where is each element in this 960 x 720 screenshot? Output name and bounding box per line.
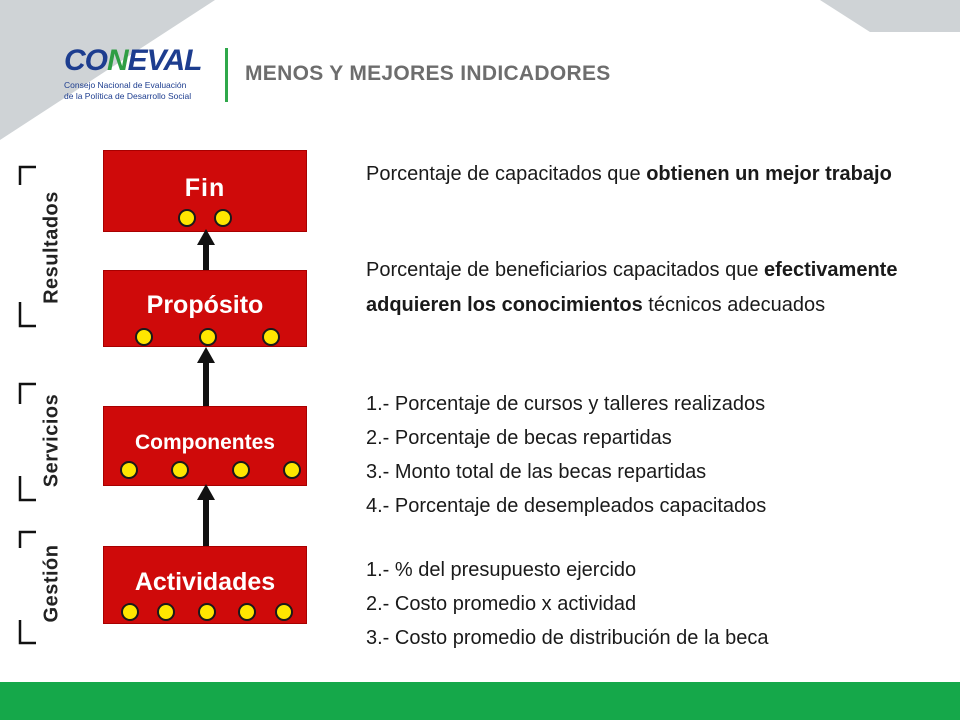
arrow-head xyxy=(197,347,215,363)
indicator-componentes-list xyxy=(366,387,766,523)
bracket-resultados-bottom xyxy=(20,302,36,326)
box-actividades xyxy=(103,546,307,624)
logo-word-b: N xyxy=(107,44,128,77)
box-proposito xyxy=(103,270,307,347)
fin-indicator-dot xyxy=(178,209,196,227)
componentes-indicator-dot xyxy=(232,461,250,479)
list-item: 4.- Porcentaje de desempleados capacitados xyxy=(366,495,767,517)
bracket-servicios-bottom xyxy=(20,476,36,500)
logo-word-a: CO xyxy=(64,44,107,77)
indicator-fin xyxy=(366,162,906,186)
fin-indicator-dot xyxy=(214,209,232,227)
list-item: 3.- Monto total de las becas repartidas xyxy=(366,461,707,483)
arrow-shaft xyxy=(203,362,209,406)
box-componentes-label: Componentes xyxy=(134,431,275,454)
arrow-head xyxy=(197,484,215,500)
side-label-resultados: Resultados xyxy=(40,191,63,304)
proposito-indicator-dot xyxy=(199,328,217,346)
actividades-indicator-dot xyxy=(238,603,256,621)
footer-bar xyxy=(0,682,960,720)
list-item: 3.- Costo promedio de distribución de la beca xyxy=(366,627,769,649)
box-proposito-label: Propósito xyxy=(146,291,264,319)
actividades-indicator-dot xyxy=(157,603,175,621)
arrow-shaft xyxy=(203,499,209,546)
bracket-resultados-top xyxy=(20,167,36,185)
proposito-indicator-dot xyxy=(135,328,153,346)
indicator-proposito-text: Porcentaje de beneficiarios capacitados que xyxy=(366,259,765,281)
list-item: 1.- % del presupuesto ejercido xyxy=(366,559,637,581)
page-title: MENOS Y MEJORES INDICADORES xyxy=(245,62,611,85)
componentes-indicator-dot xyxy=(283,461,301,479)
logo-subtitle-2: de la Política de Desarrollo Social xyxy=(64,91,192,101)
actividades-indicator-dot xyxy=(275,603,293,621)
logo-wordmark xyxy=(64,44,201,78)
actividades-indicator-dot xyxy=(121,603,139,621)
list-item: 1.- Porcentaje de cursos y talleres realizados xyxy=(366,393,766,415)
proposito-indicator-dot xyxy=(262,328,280,346)
side-label-gestion: Gestión xyxy=(40,544,63,623)
indicator-fin-text: Porcentaje de capacitados que xyxy=(366,163,647,185)
arrow-head xyxy=(197,229,215,245)
indicator-proposito-emphasis: efectivamente adquieren los conocimientos xyxy=(366,259,898,316)
indicator-actividades-list xyxy=(366,553,768,655)
componentes-indicator-dot xyxy=(120,461,138,479)
coneval-logo xyxy=(62,44,222,104)
box-componentes xyxy=(103,406,307,486)
bracket-servicios-top xyxy=(20,384,36,404)
actividades-indicator-dot xyxy=(198,603,216,621)
box-fin-label: Fin xyxy=(184,174,226,202)
header-divider xyxy=(225,48,228,102)
list-item: 2.- Costo promedio x actividad xyxy=(366,593,637,615)
arrow-shaft xyxy=(203,244,209,270)
bracket-gestion-bottom xyxy=(20,620,36,643)
indicator-proposito xyxy=(366,253,906,323)
list-item: 2.- Porcentaje de becas repartidas xyxy=(366,427,672,449)
side-label-servicios: Servicios xyxy=(40,393,63,488)
componentes-indicator-dot xyxy=(171,461,189,479)
indicator-proposito-text-end: técnicos adecuados xyxy=(642,294,826,316)
logo-word-c: EVAL xyxy=(127,44,202,77)
logo-subtitle-1: Consejo Nacional de Evaluación xyxy=(64,80,187,90)
box-fin xyxy=(103,150,307,232)
box-actividades-label: Actividades xyxy=(134,568,276,596)
indicator-fin-emphasis: obtienen un mejor trabajo xyxy=(646,163,892,185)
bracket-gestion-top xyxy=(20,532,36,548)
